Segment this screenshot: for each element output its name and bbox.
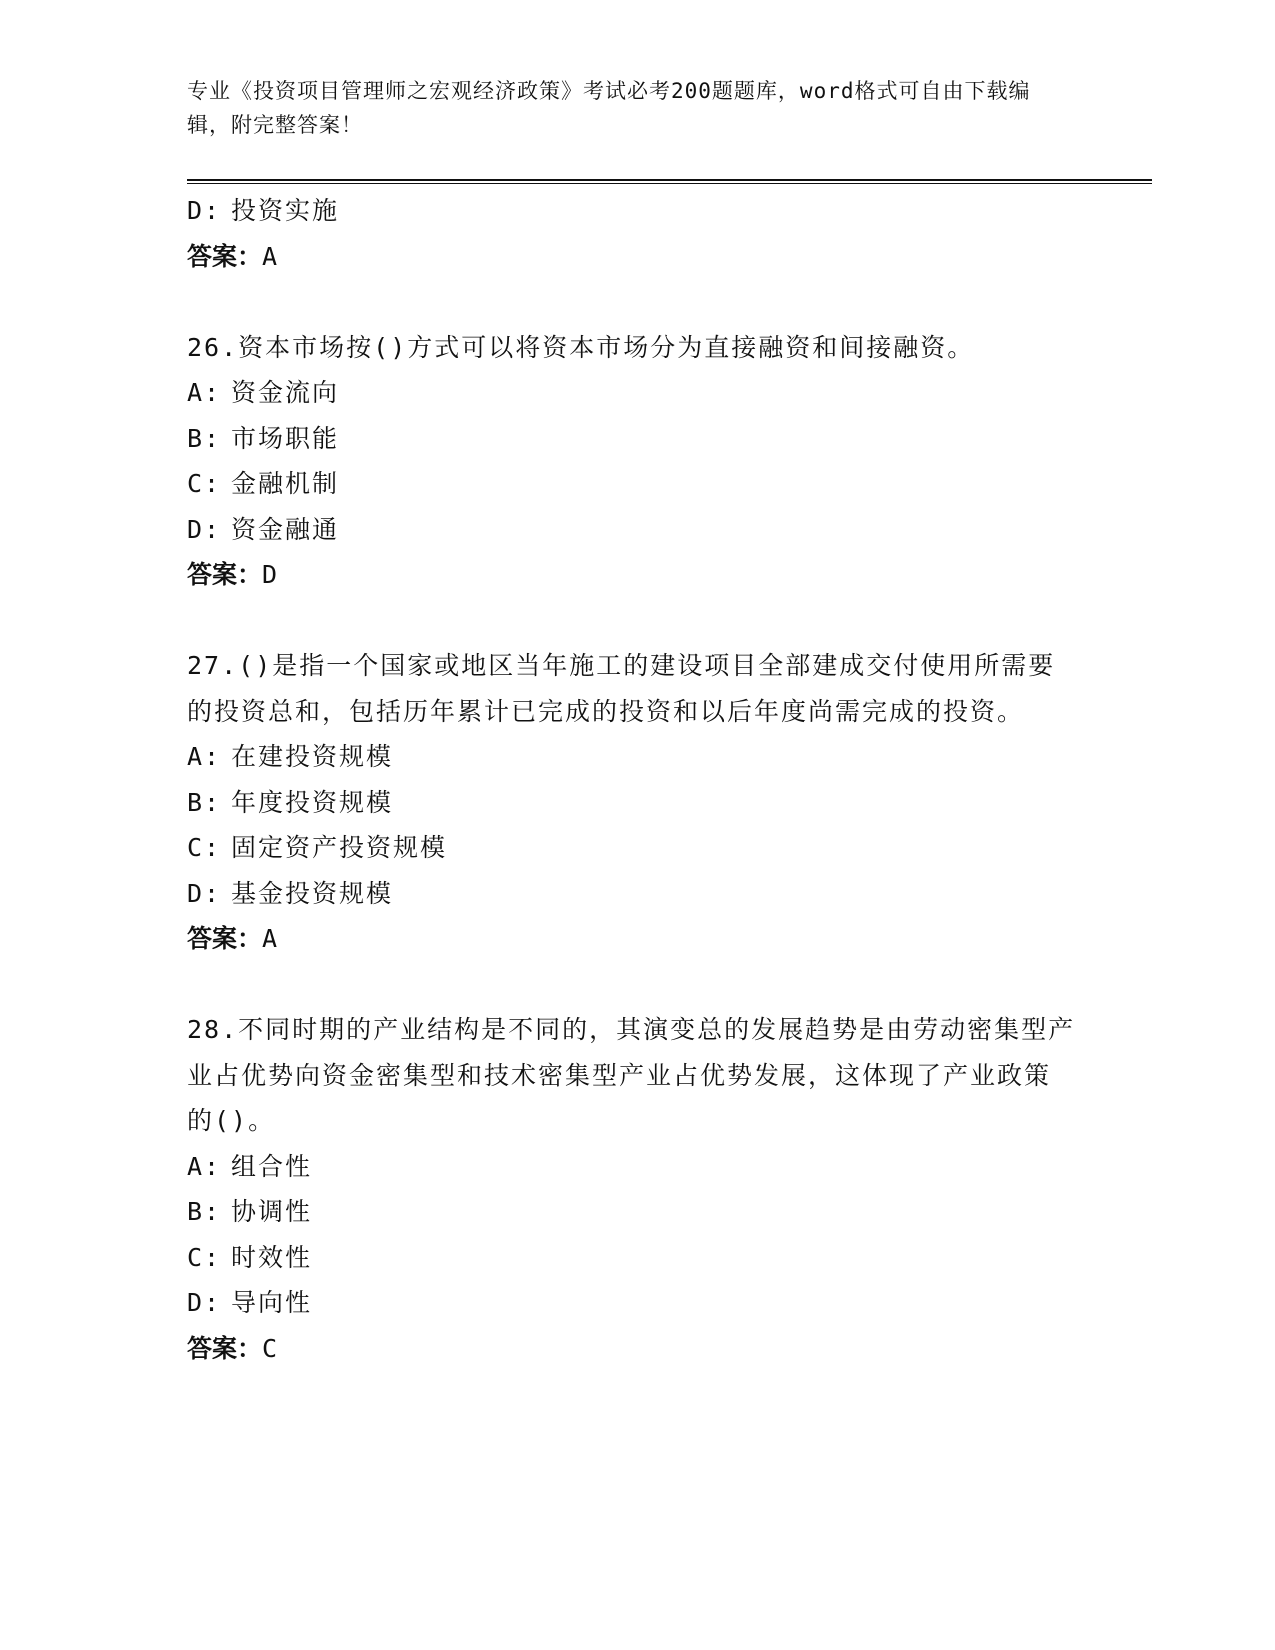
answer-label: 答案： (187, 241, 263, 271)
option-text: 导向性 (231, 1288, 313, 1317)
document-header: 专业《投资项目管理师之宏观经济政策》考试必考200题题库，word格式可自由下载编辑，附完整答案！ (187, 79, 1031, 137)
answer-line (187, 234, 1087, 280)
header-divider (187, 179, 1152, 184)
option-c (187, 825, 1087, 871)
option-text: 金融机制 (231, 469, 340, 498)
question-stem: 26.资本市场按()方式可以将资本市场分为直接融资和间接融资。 (187, 332, 975, 362)
option-d (187, 1280, 1087, 1326)
answer-value: A (262, 241, 280, 271)
option-text: 投资实施 (231, 196, 340, 225)
answer-line (187, 552, 1087, 598)
option-key: B: (187, 787, 222, 817)
option-d (187, 188, 1087, 234)
answer-value: A (262, 924, 280, 953)
option-key: D: (187, 1288, 222, 1317)
spacer (187, 598, 1087, 644)
option-key: C: (187, 1242, 222, 1272)
option-text: 时效性 (231, 1242, 313, 1272)
answer-value: D (262, 560, 280, 589)
option-key: B: (187, 423, 222, 453)
question-stem: 28.不同时期的产业结构是不同的，其演变总的发展趋势是由劳动密集型产业占优势向资金密集型和技术密集型产业占优势发展，这体现了产业政策的()。 (187, 1015, 1076, 1135)
option-a (187, 1144, 1087, 1190)
option-text: 市场职能 (231, 423, 340, 453)
option-text: 协调性 (231, 1197, 313, 1226)
option-text: 基金投资规模 (231, 878, 394, 908)
option-key: D: (187, 196, 222, 225)
spacer (187, 279, 1087, 325)
option-text: 在建投资规模 (231, 742, 394, 771)
question-list (187, 188, 1087, 1371)
option-b (187, 780, 1087, 826)
option-d (187, 507, 1087, 553)
option-key: D: (187, 514, 222, 544)
question-stem: 27.()是指一个国家或地区当年施工的建设项目全部建成交付使用所需要的投资总和，包括历年累计已完成的投资和以后年度尚需完成的投资。 (187, 651, 1056, 726)
option-text: 资金融通 (231, 514, 340, 544)
answer-line (187, 1326, 1087, 1372)
option-c (187, 1235, 1087, 1281)
option-key: C: (187, 469, 222, 498)
option-text: 资金流向 (231, 378, 340, 407)
option-c (187, 461, 1087, 507)
option-text: 固定资产投资规模 (231, 833, 448, 862)
option-key: D: (187, 878, 222, 908)
answer-label: 答案： (187, 924, 263, 953)
spacer (187, 962, 1087, 1008)
option-key: B: (187, 1197, 222, 1226)
option-b (187, 416, 1087, 462)
option-a (187, 734, 1087, 780)
option-key: A: (187, 742, 222, 771)
option-key: A: (187, 378, 222, 407)
option-key: C: (187, 833, 222, 862)
option-text: 年度投资规模 (231, 787, 394, 817)
answer-value: C (262, 1333, 280, 1363)
option-d (187, 871, 1087, 917)
option-a (187, 370, 1087, 416)
option-text: 组合性 (231, 1151, 313, 1181)
answer-label: 答案： (187, 560, 263, 589)
option-b (187, 1189, 1087, 1235)
answer-line (187, 916, 1087, 962)
answer-label: 答案： (187, 1333, 263, 1363)
option-key: A: (187, 1151, 222, 1181)
